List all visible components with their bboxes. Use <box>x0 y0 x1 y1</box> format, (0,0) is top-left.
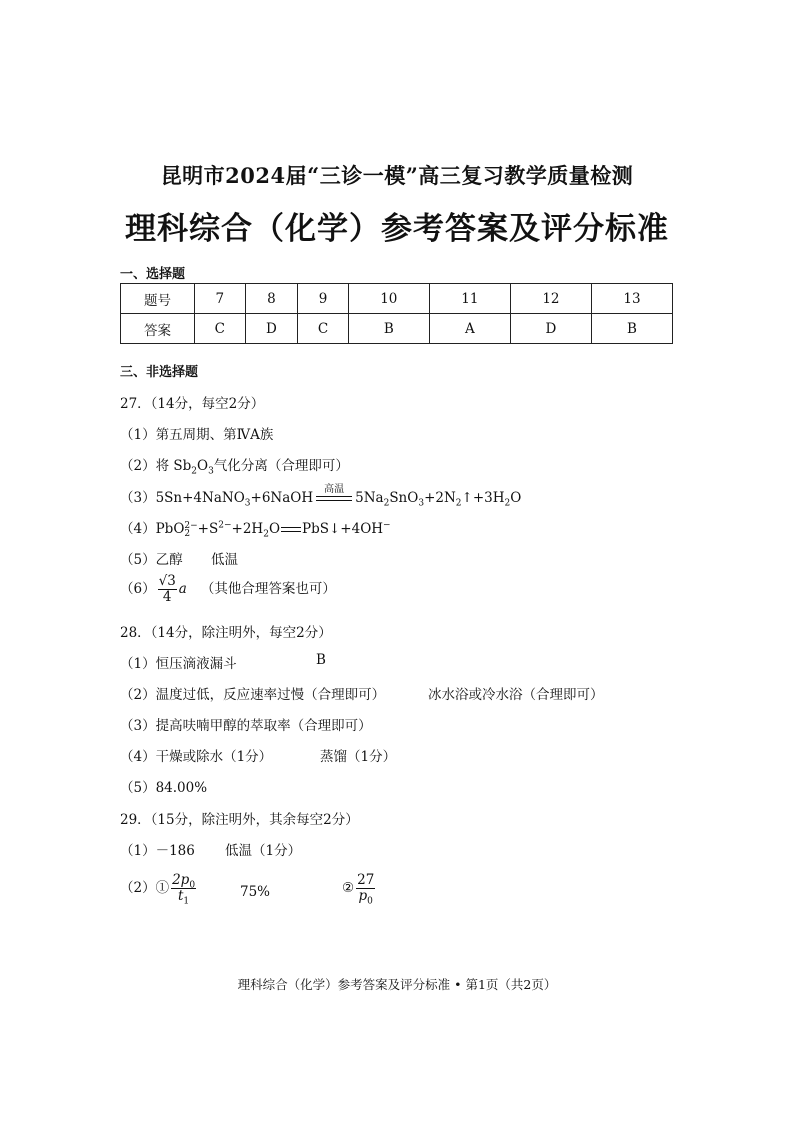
section-heading-choice: 一、选择题 <box>120 267 186 282</box>
q28-answer-4: （4）干燥或除水（1分） <box>120 749 273 765</box>
table-row-numbers <box>121 284 673 314</box>
table-cell: 9 <box>298 284 349 314</box>
q28-header: 28．（14分，除注明外，每空2分） <box>120 625 332 641</box>
q27-answer-4-equation: （4）PbO 2− 2 $+S^{2-}+2H_2O$ PbS↓+4OH− <box>120 520 391 540</box>
q28-answer-1: （1）恒压滴液漏斗 <box>120 656 237 672</box>
q28-answer-2-value: 冰水浴或冷水浴（合理即可） <box>428 687 604 703</box>
q29-answer-1-value: 低温（1分） <box>225 843 302 859</box>
q29-answer-2: （2）① $\frac{2p_0}{t_1}$ <box>120 872 196 907</box>
q28-answer-4-value: 蒸馏（1分） <box>320 749 397 765</box>
row-label-answer: 答案 <box>121 314 195 344</box>
fraction-2p0-over-t1: $\frac{2p_0}{t_1}$ <box>172 872 196 907</box>
table-cell: 8 <box>245 284 298 314</box>
table-cell: C <box>195 314 246 344</box>
fraction-sqrt3-over-4: $\frac{√3}{4}$ <box>158 573 176 605</box>
reaction-condition-arrow: 高温 <box>316 492 352 506</box>
q27-answer-6: （6） $\frac{√3}{4}$ a （其他合理答案也可） <box>120 573 336 605</box>
q29-answer-2-percent: 75% <box>240 884 271 900</box>
q29-answer-1: （1）－186 <box>120 843 195 859</box>
table-cell: 11 <box>429 284 510 314</box>
row-label-number: 题号 <box>121 284 195 314</box>
q27-header: 27．（14分，每空2分） <box>120 396 265 412</box>
table-cell: 12 <box>510 284 591 314</box>
q27-answer-2: （2）将 $Sb_2O_3$气化分离（合理即可） <box>120 458 349 477</box>
q27-answer-1: （1）第五周期、第ⅣA族 <box>120 427 274 443</box>
table-cell: D <box>245 314 298 344</box>
page-footer: 理科综合（化学）参考答案及评分标准 • 第1页（共2页） <box>237 977 557 992</box>
document-title: 昆明市2024届“三诊一模”高三复习教学质量检测 <box>160 163 634 188</box>
q28-answer-1-value: B <box>316 652 326 668</box>
section-heading-nonchoice: 三、非选择题 <box>120 365 199 380</box>
fraction-27-over-p0: $\frac{27}{p_0}$ <box>357 872 375 907</box>
table-cell: D <box>510 314 591 344</box>
q27-answer-5: （5）乙醇 <box>120 552 183 568</box>
q28-answer-2: （2）温度过低，反应速率过慢（合理即可） <box>120 687 386 703</box>
table-cell: B <box>591 314 672 344</box>
table-cell: C <box>298 314 349 344</box>
q29-header: 29．（15分，除注明外，其余每空2分） <box>120 812 359 828</box>
document-subtitle: 理科综合（化学）参考答案及评分标准 <box>125 211 669 247</box>
table-row-answers <box>121 314 673 344</box>
table-cell: B <box>348 314 429 344</box>
q29-answer-2-part2: ② $\frac{27}{p_0}$ <box>342 872 375 907</box>
q28-answer-5: （5）84.00% <box>120 780 208 796</box>
table-cell: 10 <box>348 284 429 314</box>
table-cell: 13 <box>591 284 672 314</box>
q27-answer-3-equation: （3）5Sn+4NaNO$_3$+6NaOH 高温 $5Na_2SnO_3+2N_2↑+3H_2O$ <box>120 483 522 509</box>
equals-sign <box>281 527 301 532</box>
answer-table <box>120 283 673 344</box>
table-cell: 7 <box>195 284 246 314</box>
q27-answer-5-value: 低温 <box>211 552 238 568</box>
table-cell: A <box>429 314 510 344</box>
q28-answer-3: （3）提高呋喃甲醇的萃取率（合理即可） <box>120 718 372 734</box>
